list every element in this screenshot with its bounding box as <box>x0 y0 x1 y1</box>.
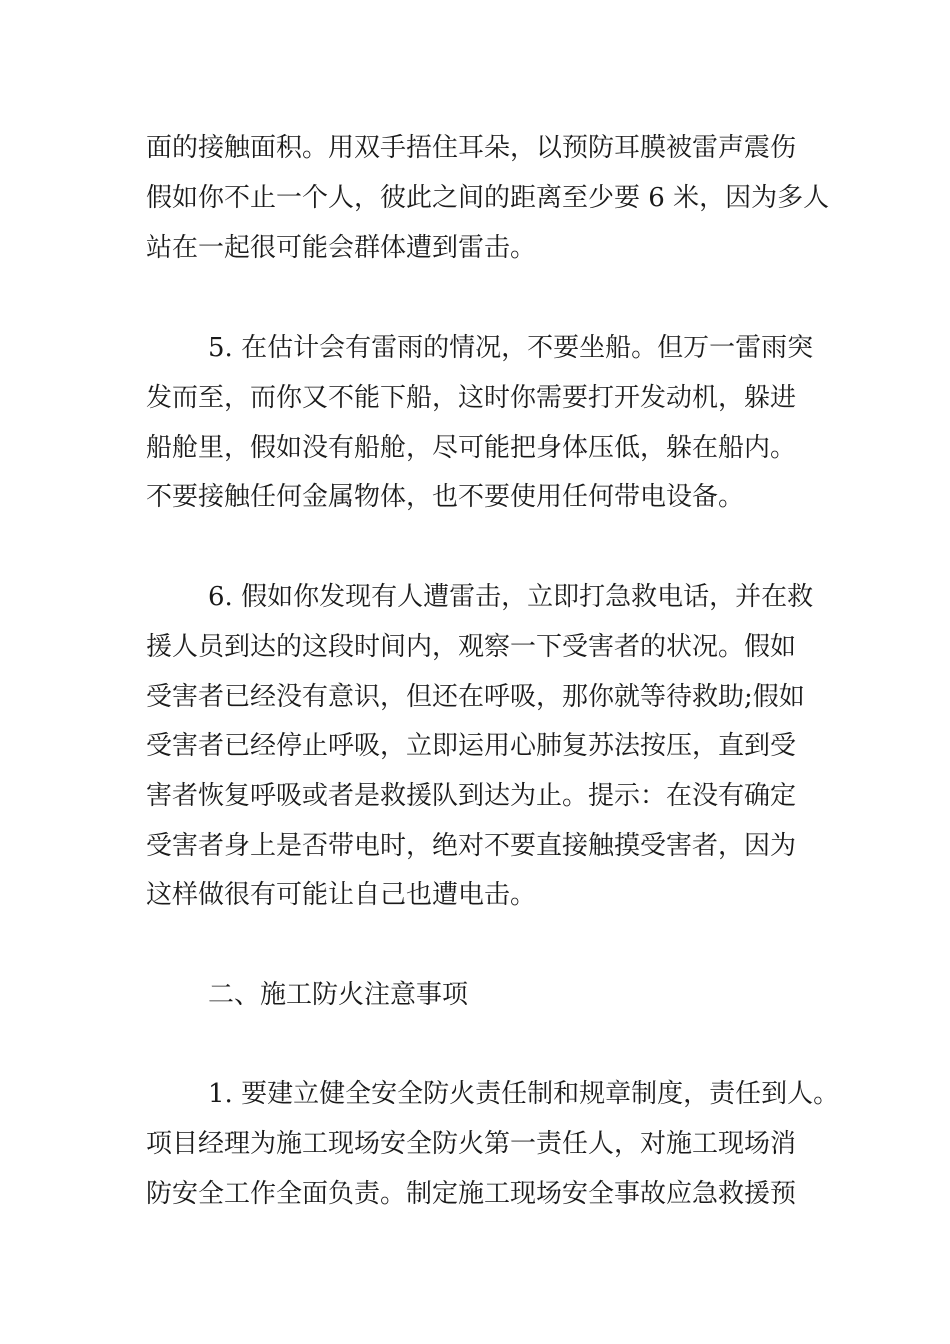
text-line: 援人员到达的这段时间内，观察一下受害者的状况。假如 <box>146 632 797 662</box>
paragraph-6-start: 6. 假如你发现有人遭雷击，立即打急救电话，并在救 <box>208 582 814 612</box>
paragraph-1-start: 1. 要建立健全安全防火责任制和规章制度，责任到人。 <box>208 1079 840 1109</box>
text-line: 受害者已经停止呼吸，立即运用心肺复苏法按压，直到受 <box>146 731 797 761</box>
section-heading: 二、施工防火注意事项 <box>208 980 469 1010</box>
text-line: 这样做很有可能让自己也遭电击。 <box>146 880 537 910</box>
text-line: 船舱里，假如没有船舱，尽可能把身体压低，躲在船内。 <box>146 433 797 463</box>
text-line: 发而至，而你又不能下船，这时你需要打开发动机，躲进 <box>146 383 797 413</box>
paragraph-5-start: 5. 在估计会有雷雨的情况，不要坐船。但万一雷雨突 <box>208 333 814 363</box>
text-line: 防安全工作全面负责。制定施工现场安全事故应急救援预 <box>146 1179 797 1209</box>
text-line: 不要接触任何金属物体，也不要使用任何带电设备。 <box>146 482 745 512</box>
text-line: 受害者身上是否带电时，绝对不要直接触摸受害者，因为 <box>146 831 797 861</box>
text-line: 面的接触面积。用双手捂住耳朵，以预防耳膜被雷声震伤 <box>146 133 797 163</box>
text-line: 站在一起很可能会群体遭到雷击。 <box>146 233 537 263</box>
text-line: 假如你不止一个人，彼此之间的距离至少要 6 米，因为多人 <box>146 183 830 213</box>
text-line: 项目经理为施工现场安全防火第一责任人，对施工现场消 <box>146 1129 797 1159</box>
text-line: 害者恢复呼吸或者是救援队到达为止。提示：在没有确定 <box>146 781 797 811</box>
text-line: 受害者已经没有意识，但还在呼吸，那你就等待救助;假如 <box>146 682 805 712</box>
